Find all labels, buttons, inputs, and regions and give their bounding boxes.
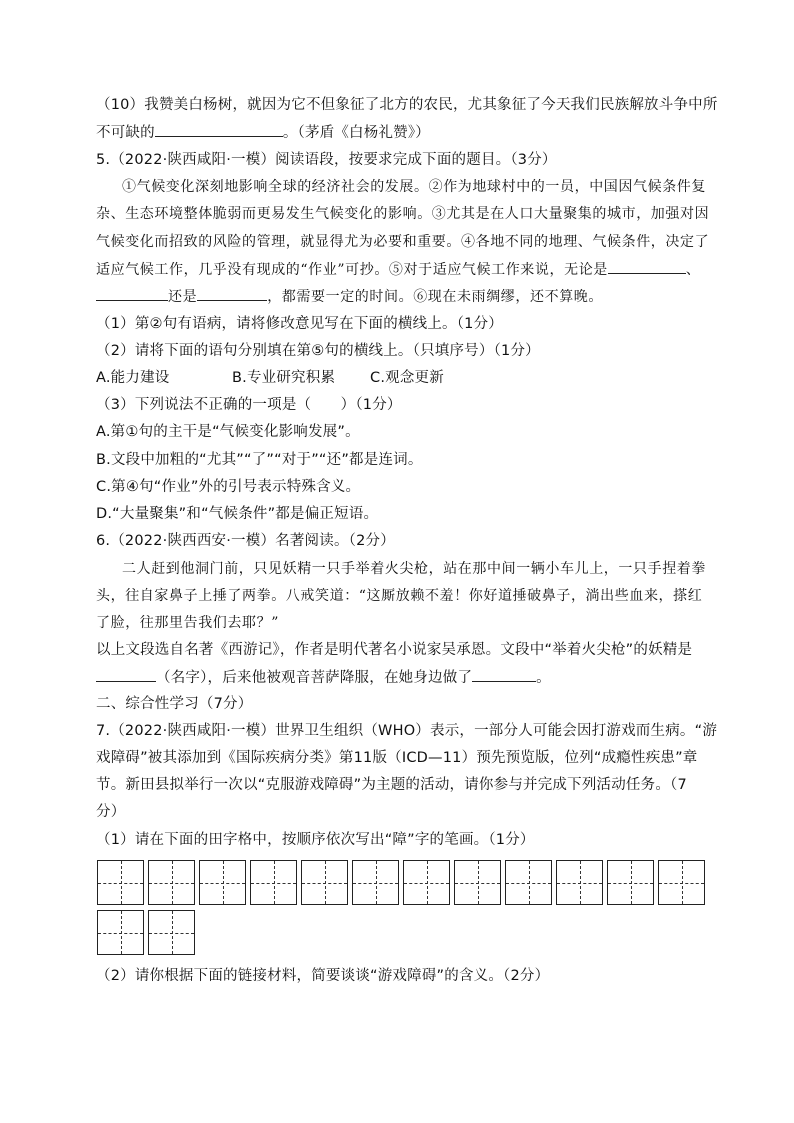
choice-text: D.“大量聚集”和“气候条件”都是偏正短语。 xyxy=(96,506,379,522)
passage-5-line xyxy=(96,232,710,252)
section-heading: 二、综合性学习（7分） xyxy=(96,696,253,712)
question-title: 6.（2022·陕西西安·一模）名著阅读。（2分） xyxy=(96,533,395,549)
section-2-heading xyxy=(96,694,706,714)
tianzige-cell[interactable] xyxy=(658,860,705,905)
choice-a xyxy=(96,422,706,442)
question-text: 7.（2022·陕西咸阳·一模）世界卫生组织（WHO）表示，一部分人可能会因打游戏而生病。“游 xyxy=(96,723,718,739)
option-a: A.能力建设 xyxy=(96,370,170,386)
question-7-text xyxy=(96,721,718,741)
question-7-text xyxy=(96,775,706,795)
option-c: C.观念更新 xyxy=(370,370,444,386)
question-7-1 xyxy=(96,830,706,850)
verse-line-10 xyxy=(96,95,718,115)
passage-5-line xyxy=(96,286,706,307)
passage-text: 杂、生态环境整体脆弱而更易发生气候变化的影响。③尤其是在人口大量聚集的城市，加强对因 xyxy=(96,206,710,222)
passage-text: 气候变化而招致的风险的管理，就显得尤为必要和重要。④各地不同的地理、气候条件，决定了 xyxy=(96,234,710,250)
passage-text: 头，往自家鼻子上捶了两拳。八戒笑道：“这厮放赖不羞！你好道捶破鼻子，淌出些血来，搽红 xyxy=(96,588,703,604)
answer-blank[interactable] xyxy=(472,667,536,682)
question-text: 以上文段选自名著《西游记》，作者是明代著名小说家吴承恩。文段中“举着火尖枪”的妖精是 xyxy=(96,642,693,658)
tianzige-cell[interactable] xyxy=(301,860,348,905)
question-7-2 xyxy=(96,966,706,986)
question-text: 节。新田县拟举行一次以“克服游戏障碍”为主题的活动，请你参与并完成下列活动任务。（7 xyxy=(96,777,687,793)
choice-text: B.文段中加粗的“尤其”“了”“对于”“还”都是连词。 xyxy=(96,452,423,468)
passage-text: 、 xyxy=(685,262,701,278)
question-text: 。 xyxy=(536,670,551,686)
question-5-3 xyxy=(96,395,706,415)
question-text: 分） xyxy=(96,804,126,820)
question-text: （名字），后来他被观音菩萨降服，在她身边做了 xyxy=(156,670,473,686)
tianzige-cell[interactable] xyxy=(454,860,501,905)
answer-blank[interactable] xyxy=(608,259,686,274)
tianzige-cell[interactable] xyxy=(505,860,552,905)
option-b: B.专业研究积累 xyxy=(232,370,336,386)
sub-question: （1）请在下面的田字格中，按顺序依次写出“障”字的笔画。（1分） xyxy=(96,832,535,848)
question-5-1 xyxy=(96,314,706,334)
passage-text: 了脸，往那里告我们去耶？” xyxy=(96,615,279,631)
passage-5-line xyxy=(96,259,706,280)
passage-6-line xyxy=(96,613,706,633)
tianzige-cell[interactable] xyxy=(199,860,246,905)
question-6-text xyxy=(96,640,706,660)
question-title: 5.（2022·陕西咸阳·一模）阅读语段，按要求完成下面的题目。（3分） xyxy=(96,152,557,168)
tianzige-cell[interactable] xyxy=(556,860,603,905)
question-5-title xyxy=(96,150,706,170)
passage-text: 还是 xyxy=(168,289,198,305)
question-7-text xyxy=(96,802,706,822)
tianzige-cell[interactable] xyxy=(97,860,144,905)
tianzige-cell[interactable] xyxy=(352,860,399,905)
answer-blank[interactable] xyxy=(155,122,283,137)
passage-5-line xyxy=(96,204,710,224)
passage-text: 二人赶到他洞门前，只见妖精一只手举着火尖枪，站在那中间一辆小车儿上，一只手捏着拳 xyxy=(122,561,706,577)
passage-6-line xyxy=(122,559,732,579)
question-6-title xyxy=(96,531,706,551)
verse-text: （10）我赞美白杨树，就因为它不但象征了北方的农民，尤其象征了今天我们民族解放斗争中所 xyxy=(96,97,718,113)
choice-d xyxy=(96,504,706,524)
question-6-text xyxy=(96,667,706,688)
tianzige-row-1 xyxy=(97,860,705,905)
verse-text: 不可缺的 xyxy=(96,125,155,141)
tianzige-cell[interactable] xyxy=(148,910,195,955)
question-text: 戏障碍”被其添加到《国际疾病分类》第11版（ICD—11）预先预览版，位列“成瘾性疾患”章 xyxy=(96,750,698,766)
tianzige-cell[interactable] xyxy=(148,860,195,905)
passage-text: ，都需要一定的时间。⑥现在未雨绸缪，还不算晚。 xyxy=(267,289,604,305)
choice-text: A.第①句的主干是“气候变化影响发展”。 xyxy=(96,424,360,440)
sub-question: （2）请将下面的语句分别填在第⑤句的横线上。（只填序号）（1分） xyxy=(96,343,540,359)
sub-question: （1）第②句有语病，请将修改意见写在下面的横线上。（1分） xyxy=(96,316,503,332)
answer-blank[interactable] xyxy=(197,286,267,301)
passage-text: 适应气候工作，几乎没有现成的“作业”可抄。⑤对于适应气候工作来说，无论是 xyxy=(96,262,608,278)
choice-c xyxy=(96,477,706,497)
choice-text: C.第④句“作业”外的引号表示特殊含义。 xyxy=(96,479,361,495)
verse-line-10-cont xyxy=(96,122,706,143)
tianzige-cell[interactable] xyxy=(403,860,450,905)
question-7-text xyxy=(96,748,706,768)
sub-question: （2）请你根据下面的链接材料，简要谈谈“游戏障碍”的含义。（2分） xyxy=(96,968,550,984)
question-5-2 xyxy=(96,341,706,361)
passage-5-line xyxy=(122,177,732,197)
tianzige-cell[interactable] xyxy=(97,910,144,955)
options-row xyxy=(96,368,706,388)
verse-source: 。（茅盾《白杨礼赞》） xyxy=(282,125,431,141)
passage-text: ①气候变化深刻地影响全球的经济社会的发展。②作为地球村中的一员，中国因气候条件复 xyxy=(122,179,706,195)
tianzige-cell[interactable] xyxy=(250,860,297,905)
choice-b xyxy=(96,450,706,470)
answer-blank[interactable] xyxy=(96,667,156,682)
tianzige-cell[interactable] xyxy=(607,860,654,905)
passage-6-line xyxy=(96,586,706,606)
sub-question: （3）下列说法不正确的一项是（ ）（1分） xyxy=(96,397,402,413)
tianzige-row-2 xyxy=(97,910,195,955)
answer-blank[interactable] xyxy=(96,286,168,301)
